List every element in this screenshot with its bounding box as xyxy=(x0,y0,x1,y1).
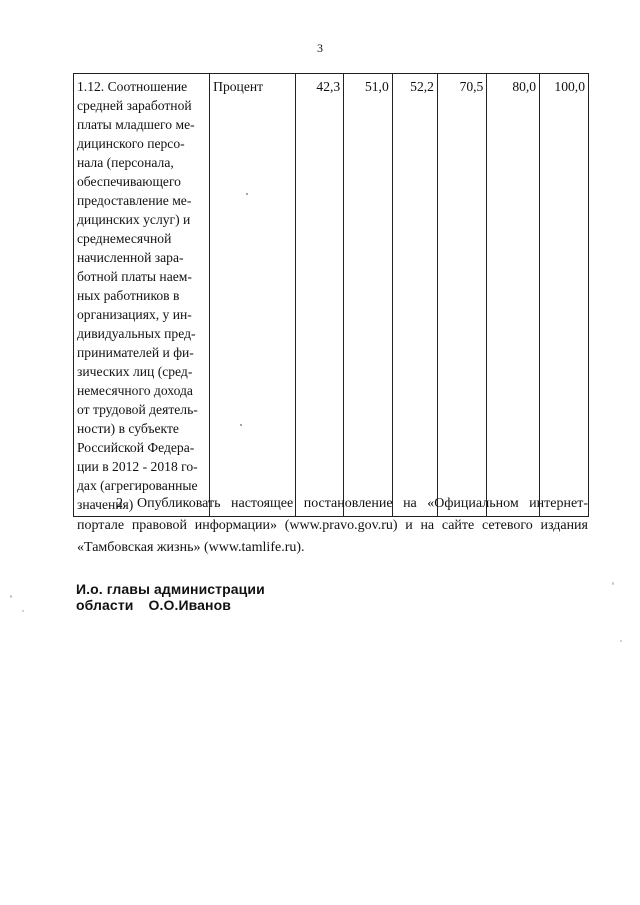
signature-region: области xyxy=(76,597,134,613)
signatory-name: О.О.Иванов xyxy=(148,597,231,613)
table-row xyxy=(74,74,589,517)
signature-title: И.о. главы администрации xyxy=(76,581,265,597)
scan-speck xyxy=(246,193,248,195)
publication-paragraph: 2. Опубликовать настоящее постановление на «Официальном интернет-портале правовой информации» (www.pravo.gov.ru) и на сайте сетевого издания «Тамбовская жизнь» (www.tamlife.ru). xyxy=(77,496,588,555)
value-cell: 80,0 xyxy=(487,74,540,517)
value-cell: 42,3 xyxy=(295,74,344,517)
signature-line xyxy=(76,597,265,613)
scan-speck xyxy=(10,595,12,598)
value-cell: 100,0 xyxy=(540,74,589,517)
value-cell: 51,0 xyxy=(344,74,393,517)
page-number: 3 xyxy=(317,41,323,55)
value-cell: 70,5 xyxy=(437,74,486,517)
indicator-table xyxy=(73,73,589,517)
scan-speck xyxy=(612,582,614,585)
signature-block xyxy=(76,581,265,613)
scan-speck xyxy=(240,424,242,426)
indicator-name: 1.12. Соотношение средней заработной платы младшего ме-дицинского персо-нала (персонала, обеспечивающего предоставление ме-дицинских услуг) и среднемесячной начисленной зара-ботной платы наем-ных работников в организациях, у ин-дивидуальных пред-принимателей и фи-зических лиц (сред-немесячного дохода от трудовой деятель-ности) в субъекте Российской Федера-ции в 2012 - 2018 го-дах (агрегированные значения) xyxy=(74,74,210,517)
value-cell: 52,2 xyxy=(392,74,437,517)
scan-speck xyxy=(22,610,24,612)
scan-speck xyxy=(620,640,622,642)
indicator-unit: Процент xyxy=(210,74,295,517)
